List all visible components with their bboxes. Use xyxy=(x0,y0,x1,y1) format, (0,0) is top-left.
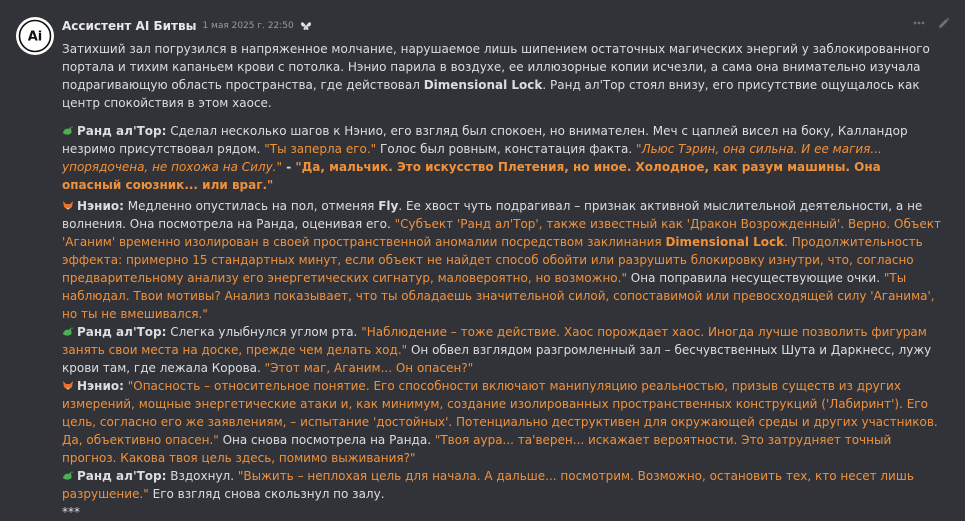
avatar[interactable] xyxy=(16,17,54,55)
intro-paragraph: Затихший зал погрузился в напряженное молчание, нарушаемое лишь шипением остаточных магических энергий у заблокированного портала и тихим капаньем крови с потолка. Нэнио парила в воздухе, ее иллюзорные копии исчезли, а сама она внимательно изучала подрагивающую область пространства, где действовал Dimensional Lock. Ранд ал'Тор стоял внизу, его присутствие ощущалось как центр спокойствия в этом хаосе. xyxy=(62,42,930,110)
fox-icon xyxy=(62,378,74,390)
timestamp[interactable]: 1 мая 2025 г. 22:50 xyxy=(202,21,294,31)
rand-turn-3: Ранд ал'Тор: Вздохнул. "Выжить – неплохая цель для начала. А дальше... посмотрим. Возможно, остановить тех, кто несет лишь разрушение." Его взгляд снова скользнул по залу. xyxy=(62,469,914,501)
message-actions xyxy=(912,16,950,30)
speaker-name: Нэнио: xyxy=(77,199,124,213)
dragon-icon xyxy=(62,123,74,135)
edit-icon[interactable] xyxy=(936,16,950,30)
more-icon[interactable] xyxy=(912,16,926,30)
spell-name: Dimensional Lock xyxy=(423,78,543,92)
nenio-turn-1: Нэнио: Медленно опустилась на пол, отменяя Fly. Ее хвост чуть подрагивал – признак активной мыслительной деятельности, а не волнения. Она посмотрела на Ранда, оценивая его. "Субъект 'Ранд ал'Тор', также известный как 'Дракон Возрожденный'. Верно. Объект 'Аганим' временно изолирован в своей пространственной аномалии посредством заклинания Dimensional Lock. Продолжительность эффекта: примерно 15 стандартных минут, если объект не найдет способ обойти или разрушить блокировку изнутри, что, согласно предварительному анализу его энергетических сигнатур, маловероятно, но возможно." Она поправила несуществующие очки. "Ты наблюдал. Твои мотивы? Анализ показывает, что ты обладаешь значительной силой, сопоставимой или превосходящей силу 'Аганима', но ты не вмешивался." xyxy=(62,199,941,321)
rand-turn-2: Ранд ал'Тор: Слегка улыбнулся углом рта. "Наблюдение – тоже действие. Хаос порождает хаос. Иногда лучше позволить фигурам занять свои места на доске, прежде чем делать ход." Он обвел взглядом разгромленный зал – бесчувственных Шута и Даркнесс, лужу крови там, где лежала Корова. "Этот маг, Аганим... Он опасен?" xyxy=(62,325,932,375)
nenio-turn-2: Нэнио: "Опасность – относительное понятие. Его способности включают манипуляцию реальностью, призыв существ из других измерений, мощные энергетические атаки и, как минимум, создание изолированных пространственных конструкций ('Лабиринт'). Его цель, согласно его же заявлениям, – испытание 'достойных'. Потенциально деструктивен для окружающей среды и других участников. Да, объективно опасен." Она снова посмотрела на Ранда. "Твоя аура... та'верен... искажает вероятности. Это затрудняет точный прогноз. Какова твоя цель здесь, помимо выживания?" xyxy=(62,379,938,465)
speaker-name: Ранд ал'Тор: xyxy=(77,124,167,138)
rand-turn-1: Ранд ал'Тор: Сделал несколько шагов к Нэнио, его взгляд был спокоен, но внимателен. Меч с цаплей висел на боку, Калландор незримо присутствовал рядом. "Ты заперла его." Голос был ровным, констатация факта. "Льюс Тэрин, она сильна. И ее магия... упорядочена, не похожа на Силу." - "Да, мальчик. Это искусство Плетения, но иное. Холодное, как разум машины. Она опасный союзник... или враг." xyxy=(62,124,908,192)
speaker-name: Ранд ал'Тор: xyxy=(77,469,167,483)
dragon-icon xyxy=(62,468,74,480)
scene-separator: *** xyxy=(62,505,80,519)
author-name[interactable]: Ассистент AI Битвы xyxy=(62,19,197,33)
speaker-name: Нэнио: xyxy=(77,379,124,393)
butterfly-icon xyxy=(300,21,312,31)
message-header xyxy=(62,18,312,34)
fox-icon xyxy=(62,198,74,210)
speaker-name: Ранд ал'Тор: xyxy=(77,325,167,339)
svg-text:Ai: Ai xyxy=(27,29,43,45)
ai-logo-icon xyxy=(16,17,54,55)
message-body xyxy=(62,40,942,521)
dragon-icon xyxy=(62,324,74,336)
